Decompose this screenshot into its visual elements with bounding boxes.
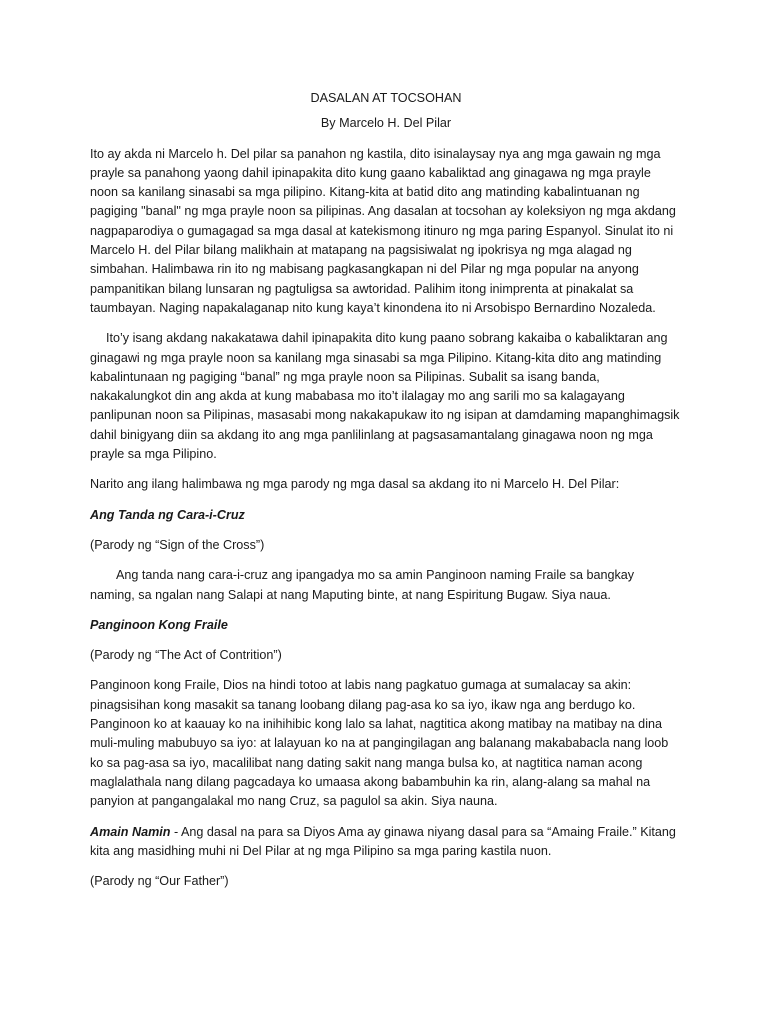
- section-heading-panginoon-kong-fraile: Panginoon Kong Fraile: [90, 617, 228, 632]
- section-heading-amain-namin: Amain Namin: [90, 824, 171, 839]
- intro-paragraph: Ito ay akda ni Marcelo h. Del pilar sa panahon ng kastila, dito isinalaysay nya ang mga gawain ng mga prayle sa panahong yaong dahil ipinapakita dito kung gaano kabaliktad ang ginagawa ng mga prayle noon sa kanilang sinasabi sa mga pilipino. Kitang-kita at batid dito ang matinding kabalintuanan ng pagiging "banal" ng mga prayle noon sa pilipinas. Ang dasalan at tocsohan ay koleksiyon ng mga akdang nagpaparodiya o gumagagad sa mga dasal at katekismong itinuro ng mga paring Espanyol. Sinulat ito ni Marcelo H. del Pilar bilang malikhain at matapang na pagsisiwalat ng ipokrisya ng mga alagad ng simbahan. Halimbawa rin ito ng mabisang pagkasangkapan ni del Pilar ng mga popular na anyong pampanitikan bilang lunsaran ng pagtuligsa sa awtoridad. Palihim itong inimprenta at pinakalat sa taumbayan. Naging napakalaganap nito kung kaya’t kinondena ito ni Arsobispo Bernardino Nozaleda.: [90, 146, 676, 315]
- section-text-cara-i-cruz: Ang tanda nang cara-i-cruz ang ipangadya mo sa amin Panginoon naming Fraile sa bangkay naming, sa ngalan nang Salapi at nang Maputing binte, at nang Espiritung Bugaw. Siya naua.: [90, 568, 635, 602]
- parody-note-our-father: (Parody ng “Our Father”): [90, 874, 229, 889]
- document-author: By Marcelo H. Del Pilar: [320, 116, 452, 131]
- document-title: DASALAN AT TOCSOHAN: [310, 91, 462, 105]
- parody-note-act-of-contrition: (Parody ng “The Act of Contrition”): [90, 648, 282, 663]
- section-amain-namin: [90, 823, 682, 862]
- section-text-amain-namin: - Ang dasal na para sa Diyos Ama ay ginawa niyang dasal para sa “Amaing Fraile.” Kitang kita ang masidhing muhi ni Del Pilar at ng mga Pilipino sa mga paring kastila nuon.: [90, 824, 676, 858]
- section-heading-cara-i-cruz: Ang Tanda ng Cara-i-Cruz: [90, 507, 245, 522]
- parody-note-sign-of-cross: (Parody ng “Sign of the Cross”): [90, 537, 265, 552]
- section-text-panginoon-kong-fraile: Panginoon kong Fraile, Dios na hindi totoo at labis nang pagkatuo gumaga at sumalacay sa akin: pinagsisihan kong masakit sa tanang loobang dilang pag-asa ko sa iyo, ikaw nga ang berdugo ko. Panginoon ko at kaauay ko na inihihibic kong lalo sa lahat, nagtitica akong matibay na matibay na dina muli-muling mabubuyo sa iyo: at lalayuan ko na at pangingilagan ang balanang makababacla nang loob ko sa pag-asa sa iyo, macalilibat nang dating sakit nang manga bulsa ko, at nagtitica naman acong maglalathala nang dilang pagcadaya ko umaasa akong babambuhin ka rin, alang-alang sa mahal na panyion at pangangalakal mo nang Cruz, sa pagulol sa akin. Siya nauna.: [90, 678, 669, 809]
- examples-intro: Narito ang ilang halimbawa ng mga parody ng mga dasal sa akdang ito ni Marcelo H. Del Pilar:: [90, 477, 620, 492]
- second-paragraph: Ito’y isang akdang nakakatawa dahil ipinapakita dito kung paano sobrang kakaiba o kabaliktaran ang ginagawi ng mga prayle noon sa kanilang mga sinasabi sa mga Pilipino. Kitang-kita dito ang matinding kabalintunaan ng pagiging “banal” ng mga prayle noon sa Pilipinas. Subalit sa isang banda, nakakalungkot din ang akda at kung mababasa mo ito’t ilalagay mo ang sarili mo sa kalagayang panlipunan noon sa Pilipinas, masasabi mong nakakapukaw ito ng isipan at damdaming mapanghimagsik dahil binigyang diin sa akdang ito ang mga panlilinlang at pagsasamantalang ginagawa noon ng mga prayle sa mga Pilipino.: [90, 331, 680, 462]
